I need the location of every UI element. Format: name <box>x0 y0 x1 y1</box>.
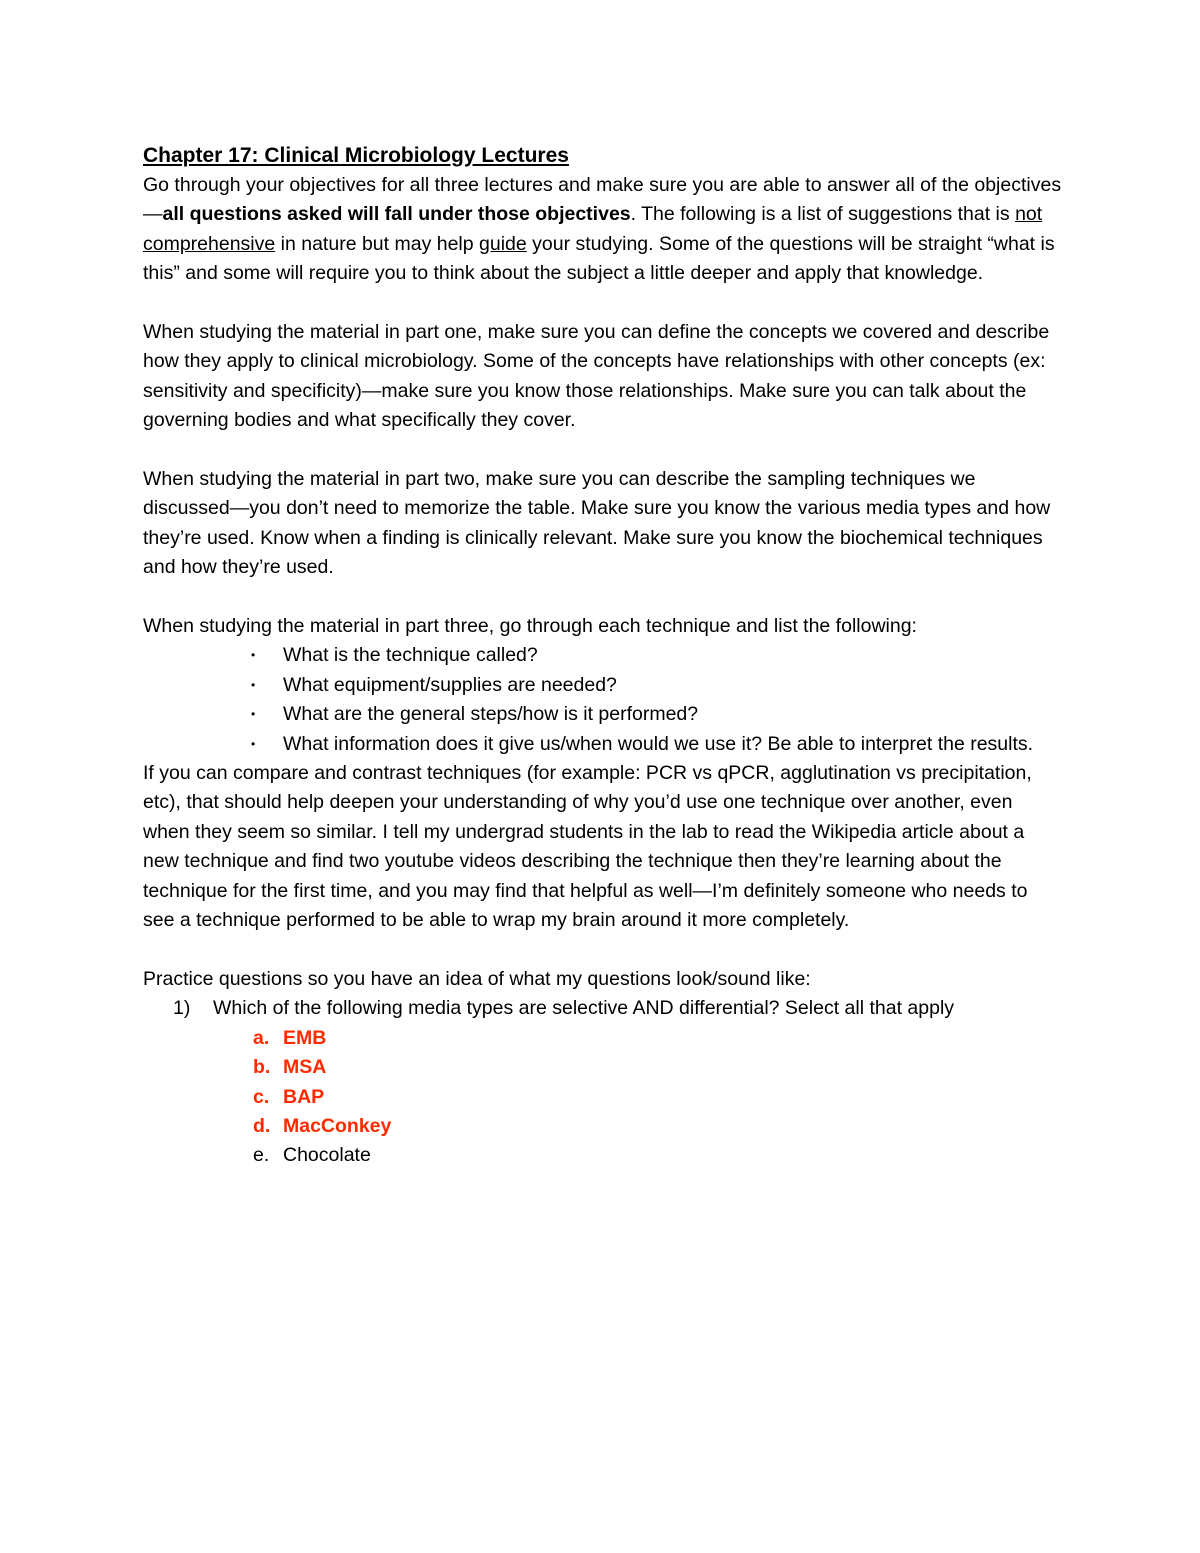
option-text: EMB <box>283 1026 327 1049</box>
list-item-text: What information does it give us/when would we use it? Be able to interpret the results. <box>283 732 1034 755</box>
spacer <box>143 289 1063 318</box>
chapter-title: Chapter 17: Clinical Microbiology Lectures <box>143 144 569 167</box>
intro-text-3: in nature but may help <box>275 232 480 255</box>
practice-intro: Practice questions so you have an idea of what my questions look/sound like: <box>143 967 811 990</box>
list-item-text: What equipment/supplies are needed? <box>283 673 617 696</box>
option-letter: b. <box>253 1056 271 1079</box>
answer-option-e <box>253 1141 1063 1170</box>
intro-text-4: your studying. Some of the questions will be straight “what is this” and some will require you to think about the subject a little deeper and apply that knowledge. <box>143 232 1055 285</box>
option-letter: c. <box>253 1085 270 1108</box>
list-item <box>251 671 1063 700</box>
spacer <box>143 936 1063 965</box>
option-letter: e. <box>253 1144 270 1167</box>
document-page <box>143 141 1063 1171</box>
list-item-text: What is the technique called? <box>283 644 538 667</box>
question-text: Which of the following media types are selective AND differential? Select all that apply <box>213 997 955 1020</box>
list-item <box>251 700 1063 729</box>
spacer <box>143 583 1063 612</box>
intro-paragraph <box>143 171 1063 289</box>
intro-text-2: . The following is a list of suggestions that is <box>630 203 1016 226</box>
option-letter: d. <box>253 1114 271 1137</box>
question-1 <box>143 994 1063 1023</box>
option-text: BAP <box>283 1085 325 1108</box>
spacer <box>143 436 1063 465</box>
answer-option-c <box>253 1083 1063 1112</box>
part-one-paragraph: When studying the material in part one, make sure you can define the concepts we covered and describe how they apply to clinical microbiology. Some of the concepts have relationships with other concepts (ex: sensitivity and specificity)—make sure you know those relationships. Make sure you can talk about the governing bodies and what specifically they cover. <box>143 321 1050 432</box>
bullet-icon: • <box>251 677 256 692</box>
bullet-icon: • <box>251 736 256 751</box>
bullet-icon: • <box>251 707 256 722</box>
part-two-paragraph: When studying the material in part two, make sure you can describe the sampling techniques we discussed—you don’t need to memorize the table. Make sure you know the various media types and how they’re used. Know when a finding is clinically relevant. Make sure you know the biochemical techniques and how they’re used. <box>143 468 1051 579</box>
option-text: MSA <box>283 1056 327 1079</box>
answer-option-a <box>253 1024 1063 1053</box>
technique-checklist <box>143 641 1063 759</box>
part-three-intro: When studying the material in part three, go through each technique and list the following: <box>143 615 917 638</box>
answer-options <box>143 1024 1063 1171</box>
compare-paragraph: If you can compare and contrast techniques (for example: PCR vs qPCR, agglutination vs precipitation, etc), that should help deepen your understanding of why you’d use one technique over another, even when they seem so similar. I tell my undergrad students in the lab to read the Wikipedia article about a new technique and find two youtube videos describing the technique then they’re learning about the technique for the first time, and you may find that helpful as well—I’m definitely someone who needs to see a technique performed to be able to wrap my brain around it more completely. <box>143 762 1032 932</box>
intro-underline-guide: guide <box>479 232 527 255</box>
option-letter: a. <box>253 1026 270 1049</box>
question-number: 1) <box>173 997 191 1020</box>
intro-text-1: Go through your objectives for all three lectures and make sure you are able to answer all of the objectives— <box>143 174 1062 226</box>
option-text: MacConkey <box>283 1114 392 1137</box>
list-item-text: What are the general steps/how is it performed? <box>283 703 699 726</box>
list-item <box>251 730 1063 759</box>
option-text: Chocolate <box>283 1144 371 1167</box>
answer-option-d <box>253 1112 1063 1141</box>
bullet-icon: • <box>251 648 256 663</box>
answer-option-b <box>253 1053 1063 1082</box>
intro-bold-text: all questions asked will fall under those objectives <box>162 203 631 226</box>
intro-underline-not-comprehensive: not comprehensive <box>143 203 1043 255</box>
list-item <box>251 641 1063 670</box>
